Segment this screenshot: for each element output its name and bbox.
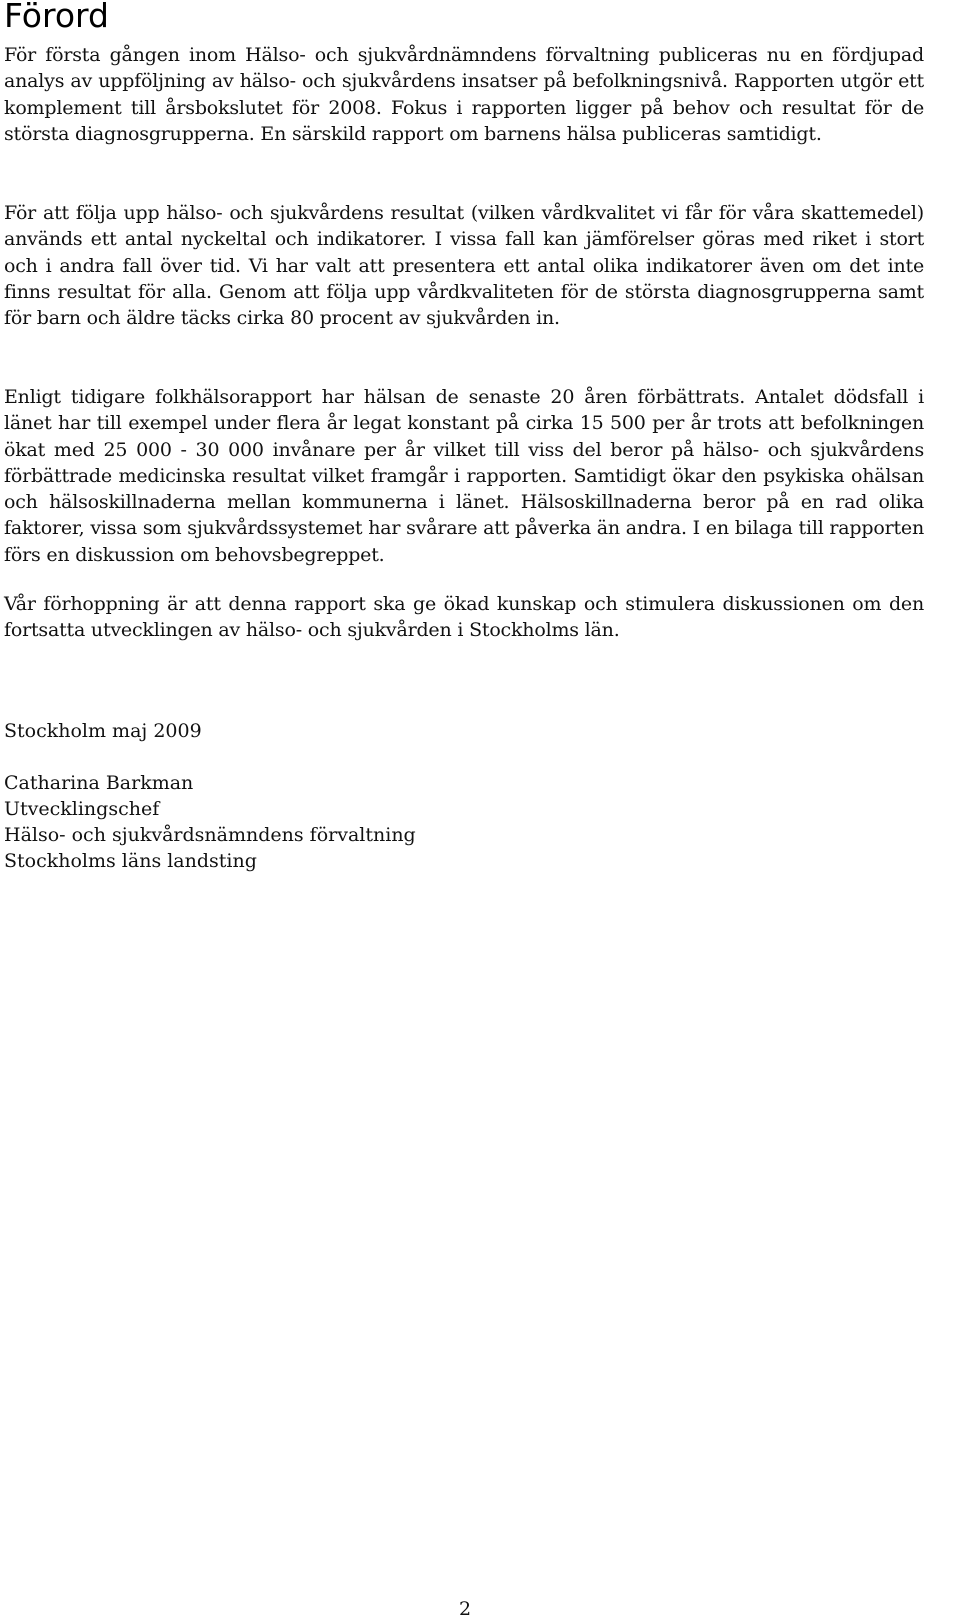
signatory-title: Utvecklingschef	[4, 798, 160, 820]
signatory-organization: Stockholms läns landsting	[4, 850, 257, 872]
paragraph-intro: För första gången inom Hälso- och sjukvårdnämndens förvaltning publiceras nu en fördjupad analys av uppföljning av hälso- och sjukvårdens insatser på befolkningsnivå. Rapporten utgör ett komplement till årsbokslutet för 2008. Fokus i rapporten ligger på behov och resultat för de största diagnosgrupperna. En särskild rapport om barnens hälsa publiceras samtidigt.	[4, 44, 924, 145]
page-number: 2	[458, 1598, 472, 1620]
paragraph-hope: Vår förhoppning är att denna rapport ska ge ökad kunskap och stimulera diskussionen om den fortsatta utvecklingen av hälso- och sjukvården i Stockholms län.	[4, 593, 924, 642]
signatory-department: Hälso- och sjukvårdsnämndens förvaltning	[4, 824, 416, 846]
signatory-name: Catharina Barkman	[4, 772, 194, 794]
paragraph-health-trends: Enligt tidigare folkhälsorapport har hälsan de senaste 20 åren förbättrats. Antalet dödsfall i länet har till exempel under flera år legat konstant på cirka 15 500 per år trots att befolkningen ökat med 25 000 - 30 000 invånare per år vilket till viss del beror på hälso- och sjukvårdens förbättrade medicinska resultat vilket framgår i rapporten. Samtidigt ökar den psykiska ohälsan och hälsoskillnaderna mellan kommunerna i länet. Hälsoskillnaderna beror på en rad olika faktorer, vissa som sjukvårdssystemet har svårare att påverka än andra. I en bilaga till rapporten förs en diskussion om behovsbegreppet.	[4, 386, 924, 566]
place-date: Stockholm maj 2009	[4, 720, 202, 742]
paragraph-indicators: För att följa upp hälso- och sjukvårdens resultat (vilken vårdkvalitet vi får för våra skattemedel) används ett antal nyckeltal och indikatorer. I vissa fall kan jämförelser göras med riket i stort och i andra fall över tid. Vi har valt att presentera ett antal olika indikatorer även om det inte finns resultat för alla. Genom att följa upp vårdkvaliteten för de största diagnosgrupperna samt för barn och äldre täcks cirka 80 procent av sjukvården in.	[4, 202, 924, 330]
page-title: Förord	[4, 0, 109, 35]
